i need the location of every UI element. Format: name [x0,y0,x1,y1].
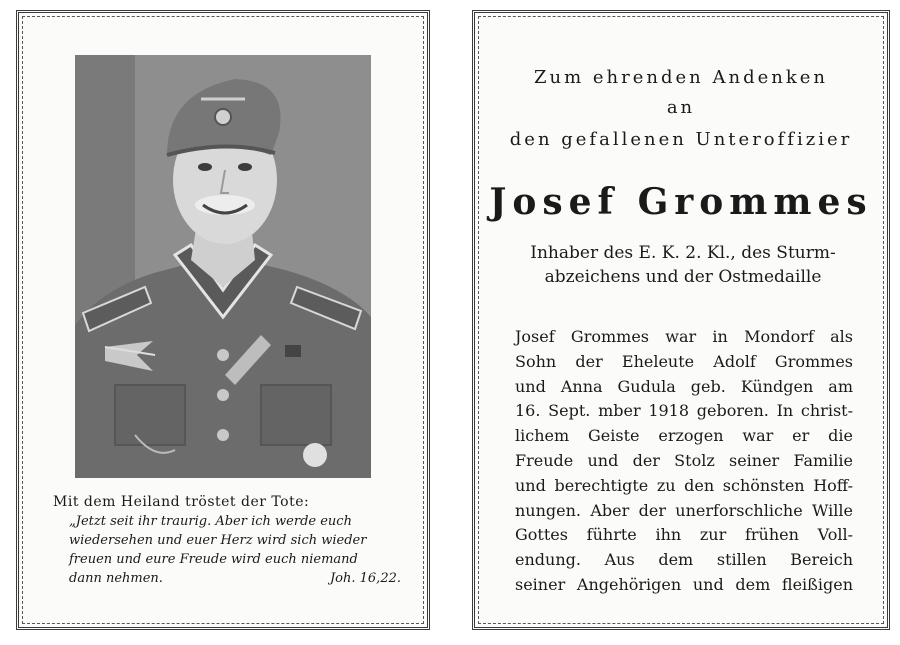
verse-line-last [53,569,401,588]
verse-line: wiedersehen und euer Herz wird sich wieder [69,533,367,548]
bio-line: Gottes führte ihn zur frühen Voll- [515,525,853,545]
bio-line: endung. Aus dem stillen Bereich [515,550,853,570]
heading-to: an [666,97,696,118]
honors-line: abzeichens und der Ostmedaille [544,267,822,287]
heading-in-memory: Zum ehrenden Andenken [534,67,828,88]
memorial-card-right [472,10,890,630]
soldier-portrait-photo [75,55,371,478]
biography-text [515,325,853,598]
consolation-verse [53,493,401,588]
verse-reference: Joh. 16,22. [329,571,401,586]
bio-line: und berechtigte zu den schönsten Hoff- [515,475,853,495]
deceased-name: Josef Grommes [489,181,873,223]
bio-line: Sohn der Eheleute Adolf Grommes [515,351,853,371]
bio-line: nungen. Aber der unerforschliche Wille [515,500,853,520]
memorial-card-left [16,10,430,630]
verse-heading: Mit dem Heiland tröstet der Tote: [53,494,310,510]
verse-line: „Jetzt seit ihr traurig. Aber ich werde euch [69,514,352,529]
heading-rank: den gefallenen Unteroffizier [509,129,853,150]
verse-line: freuen und eure Freude wird euch niemand [69,552,358,567]
bio-line: seiner Angehörigen und dem fleißigen [515,574,853,594]
bio-line: lichem Geiste erzogen war er die [515,426,853,446]
honors-text [505,241,861,289]
bio-line: Josef Grommes war in Mondorf als [515,327,853,346]
bio-line: und Anna Gudula geb. Kündgen am [515,376,853,396]
bio-line: 16. Sept. mber 1918 geboren. In christ- [515,401,853,421]
honors-line: Inhaber des E. K. 2. Kl., des Sturm- [530,243,836,263]
bio-line: Freude und der Stolz seiner Familie [515,450,853,470]
verse-last-text: dann nehmen. [69,571,163,586]
